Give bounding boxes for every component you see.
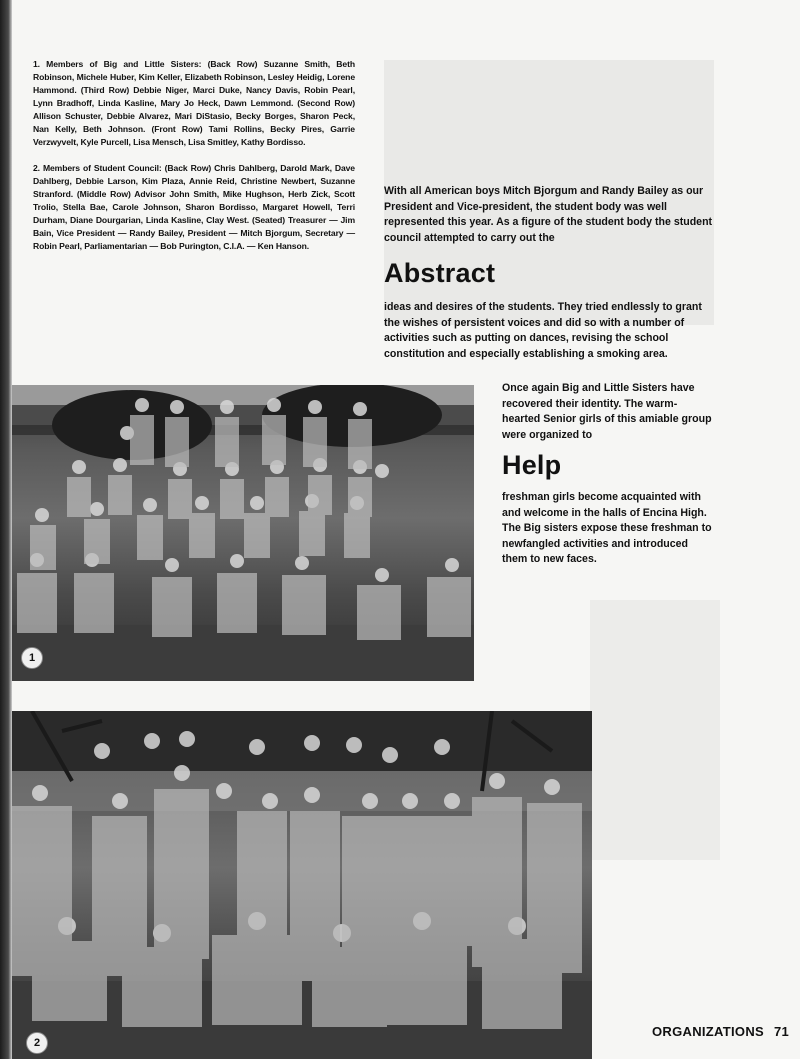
footer-section-label: ORGANIZATIONS xyxy=(652,1024,764,1039)
binding-edge xyxy=(0,0,12,1059)
headline-abstract: Abstract xyxy=(384,258,496,288)
sisters-body-text: freshman girls become acquainted with and welcome in the halls of Encina High. The Big sisters expose these freshman to newfangled activities and introduced them to new faces. xyxy=(502,491,712,565)
council-intro-text: With all American boys Mitch Bjorgum and Randy Bailey as our President and Vice-president, the student body was well represented this year. As a figure of the student body the student council attempted to carry out the xyxy=(384,185,713,244)
page-number: 71 xyxy=(774,1024,790,1039)
photo-number-badge-1: 1 xyxy=(21,647,43,669)
caption-photo-1: 1. Members of Big and Little Sisters: (Back Row) Suzanne Smith, Beth Robinson, Michele Huber, Kim Keller, Elizabeth Robinson, Lesley Heidig, Lorene Hammond. (Third Row) Debbie Niger, Marci Duke, Nancy Davis, Robin Pearl, Lynn Bradhoff, Linda Kasline, Mary Jo Heck, Dawn Lemmond. (Second Row) Allison Schuster, Debbie Alvarez, Mari DiStasio, Becky Borges, Sharon Peck, Nan Kelly, Beth Johnson. (Front Row) Tami Rollins, Becky Pires, Garrie Verzwyvelt, Kyle Purcell, Lisa Mensch, Lisa Smitley, Kathy Bordisso. xyxy=(33,59,355,147)
group-photo-illustration-2 xyxy=(12,711,592,1059)
photo-big-little-sisters xyxy=(12,385,474,681)
group-photo-illustration-1 xyxy=(12,385,474,681)
photo-student-council xyxy=(12,711,592,1059)
headline-help: Help xyxy=(502,450,562,480)
council-body-text: ideas and desires of the students. They tried endlessly to grant the wishes of persistent voices and did so with a number of activities such as putting on dances, revising the school constitution and especially establishing a smoking area. xyxy=(384,301,702,360)
photo-number-badge-2: 2 xyxy=(26,1032,48,1054)
bleed-through-shadow-lower xyxy=(590,600,720,860)
page-footer xyxy=(652,1024,789,1039)
sisters-intro-text: Once again Big and Little Sisters have recovered their identity. The warm-hearted Senior girls of this amiable group were organized to xyxy=(502,382,712,441)
caption-photo-2: 2. Members of Student Council: (Back Row) Chris Dahlberg, Darold Mark, Dave Dahlberg, Debbie Larson, Kim Plaza, Annie Reid, Christine Newbert, Suzanne Stranford. (Middle Row) Advisor John Smith, Mike Hughson, Herb Zick, Scott Trolio, Stella Bae, Carole Johnson, Sharon Bordisso, Margaret Howell, Terri Durham, Diane Dourgarian, Linda Kasline, Clay West. (Seated) Treasurer — Jim Bain, Vice President — Randy Bailey, President — Mitch Bjorgum, Secretary — Robin Pearl, Parliamentarian — Bob Purington, C.I.A. — Ken Hanson. xyxy=(33,163,355,251)
